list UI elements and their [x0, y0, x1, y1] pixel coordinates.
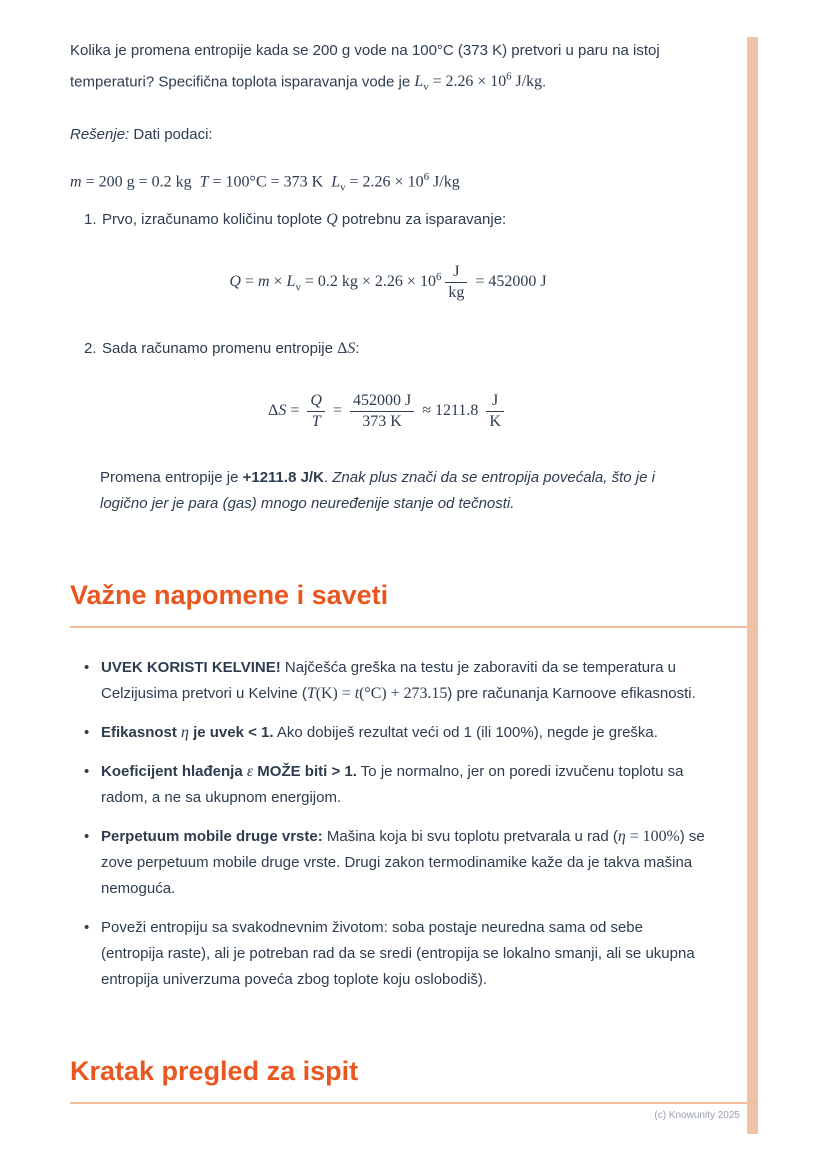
- text-run: ≈ 1211.8: [418, 402, 483, 420]
- text-run: To je normalno, jer on poredi izvučenu toplotu sa radom, a ne sa ukupnom energijom.: [101, 762, 684, 806]
- inline-math: [618, 828, 680, 845]
- math-superscript: 6: [435, 270, 442, 283]
- step-2: [70, 336, 706, 362]
- text-run: ) se zove perpetuum mobile druge vrste. Drugi zakon termodinamike kaže da je takva mašina nemoguća.: [101, 827, 705, 897]
- notes-bullet-list: [70, 655, 706, 993]
- bullet-perpetuum-mobile: [70, 824, 706, 902]
- text-run: potrebnu za isparavanje:: [337, 210, 507, 228]
- inline-math: [307, 685, 447, 702]
- bullet-marker: •: [84, 723, 90, 741]
- numerator: J: [445, 263, 467, 283]
- bold-text: Koeficijent hlađenja: [101, 762, 247, 780]
- math-variable: L: [286, 273, 296, 291]
- bullet-text: [101, 759, 706, 811]
- fraction: [445, 263, 467, 302]
- text-run: = 100°C = 373 K: [208, 173, 332, 191]
- text-run: ×: [269, 273, 287, 291]
- bold-text: Perpetuum mobile druge vrste:: [101, 827, 323, 845]
- numerator: 452000 J: [350, 392, 414, 412]
- formula-entropy: [70, 392, 706, 431]
- inline-math: [337, 340, 355, 357]
- text-run: Ako dobiješ rezultat veći od 1 (ili 100%), negde je greška.: [273, 723, 658, 741]
- bold-text: MOŽE biti > 1.: [253, 762, 357, 780]
- numerator: Q: [307, 392, 325, 412]
- text-run: Najčešća greška na testu je zaboraviti da se temperatura u Celzijusima pretvori u Kelvine (: [101, 658, 676, 702]
- list-number: 1.: [84, 210, 97, 228]
- text-run: =: [240, 273, 258, 291]
- step-1: [70, 207, 706, 233]
- math-variable: S: [278, 402, 287, 420]
- math-variable: S: [347, 339, 356, 357]
- math-variable: T: [199, 173, 209, 191]
- bullet-text: [101, 824, 706, 902]
- bullet-text: [101, 720, 706, 746]
- bullet-text: [101, 915, 706, 993]
- bullet-efficiency: [70, 720, 706, 746]
- math-superscript: 6: [423, 171, 430, 184]
- text-run: = 2.26 × 10: [345, 173, 424, 191]
- formula-heat: [70, 263, 706, 302]
- step-text: [102, 336, 706, 362]
- text-run: Prvo, izračunamo količinu toplote: [102, 210, 327, 228]
- text-run: :: [355, 339, 360, 357]
- text-run: = 100%: [625, 827, 680, 845]
- bullet-text: [101, 655, 706, 707]
- bullet-marker: •: [84, 762, 90, 780]
- text-run: .: [323, 468, 333, 486]
- text-run: Promena entropije je: [100, 468, 243, 486]
- bullet-marker: •: [84, 658, 90, 676]
- text-run: = 0.2 kg × 2.26 × 10: [300, 273, 436, 291]
- math-subscript: v: [340, 181, 346, 194]
- inline-math: [326, 211, 337, 228]
- denominator: K: [489, 412, 501, 430]
- math-variable: η: [181, 723, 189, 741]
- result-value: +1211.8 J/K: [242, 468, 324, 486]
- text-run: Kolika je promena entropije kada se 200 g vode na 100°C (373 K) pretvori u paru na istoj temperaturi? Specifična toplota isparavanja vode je: [70, 42, 660, 91]
- math-variable: L: [331, 173, 341, 191]
- bullet-kelvins: [70, 655, 706, 707]
- right-accent-stripe: [747, 37, 758, 1134]
- fraction: [350, 392, 414, 431]
- denominator: kg: [448, 283, 465, 301]
- math-subscript: v: [423, 81, 429, 94]
- denominator: 373 K: [362, 412, 402, 430]
- copyright: (c) Knowunity 2025: [654, 1110, 740, 1121]
- denominator: T: [311, 412, 321, 430]
- math-variable: L: [414, 73, 424, 91]
- math-variable: m: [70, 173, 82, 191]
- text-run: (K) =: [315, 684, 355, 702]
- text-run: =: [286, 402, 304, 420]
- text-run: = 452000 J: [471, 273, 547, 291]
- text-run: (°C) + 273.15: [359, 684, 448, 702]
- conclusion-note: Znak plus znači da se entropija povećala, što je i logično jer je para (gas) mnogo neuređenije stanje od tečnosti.: [100, 468, 655, 512]
- section-title-review: Kratak pregled za ispit: [70, 1055, 359, 1086]
- inline-math: [414, 71, 543, 94]
- math-variable: Q: [229, 273, 241, 291]
- math-delta: Δ: [337, 339, 348, 357]
- conclusion-paragraph: [100, 465, 706, 517]
- fraction: [307, 392, 325, 431]
- math-superscript: 6: [506, 71, 512, 83]
- bullet-cooling-coefficient: [70, 759, 706, 811]
- math-delta: Δ: [268, 402, 279, 420]
- fraction: [486, 392, 504, 431]
- section-divider: [70, 1102, 758, 1104]
- text-run: J/kg: [511, 73, 543, 91]
- math-variable: m: [257, 273, 270, 291]
- math-variable: ε: [246, 762, 254, 780]
- bold-text: Efikasnost: [101, 723, 182, 741]
- text-run: =: [328, 402, 346, 420]
- problem-statement: [70, 38, 706, 100]
- given-data-line: [70, 164, 706, 201]
- bullet-everyday-entropy: [70, 915, 706, 993]
- list-number: 2.: [84, 339, 97, 357]
- step-text: [102, 207, 706, 233]
- math-subscript: v: [295, 281, 301, 294]
- inline-math: [181, 724, 189, 741]
- text-run: = 2.26 × 10: [428, 73, 507, 91]
- math-variable: η: [617, 827, 626, 845]
- math-variable: t: [354, 684, 360, 702]
- text-run: = 200 g = 0.2 kg: [81, 173, 200, 191]
- document-content: [70, 38, 706, 1131]
- solution-word: Rešenje:: [70, 126, 130, 144]
- numerator: J: [486, 392, 504, 412]
- text-run: Poveži entropiju sa svakodnevnim životom: soba postaje neuredna sama od sebe (entropija raste), ali je potreban rad da se sredi (entropija se lokalno smanji, ali se ukupna entropija univerzuma poveća zbog toplote koju oslobodiš).: [101, 918, 695, 988]
- text-run: Mašina koja bi svu toplotu pretvarala u rad (: [322, 827, 618, 845]
- section-divider: [70, 626, 758, 628]
- bold-text: je uvek < 1.: [188, 723, 274, 741]
- math-variable: T: [306, 684, 316, 702]
- solution-label: [70, 122, 706, 148]
- bullet-marker: •: [84, 827, 90, 845]
- text-run: .: [542, 73, 547, 91]
- text-run: Sada računamo promenu entropije: [102, 339, 338, 357]
- bold-text: UVEK KORISTI KELVINE!: [101, 658, 281, 676]
- math-variable: Q: [326, 210, 338, 228]
- text-run: J/kg: [429, 173, 460, 191]
- section-title-notes: Važne napomene i saveti: [70, 579, 389, 610]
- bullet-marker: •: [84, 918, 90, 936]
- text-run: Dati podaci:: [129, 126, 213, 144]
- text-run: ) pre računanja Karnoove efikasnosti.: [447, 684, 696, 702]
